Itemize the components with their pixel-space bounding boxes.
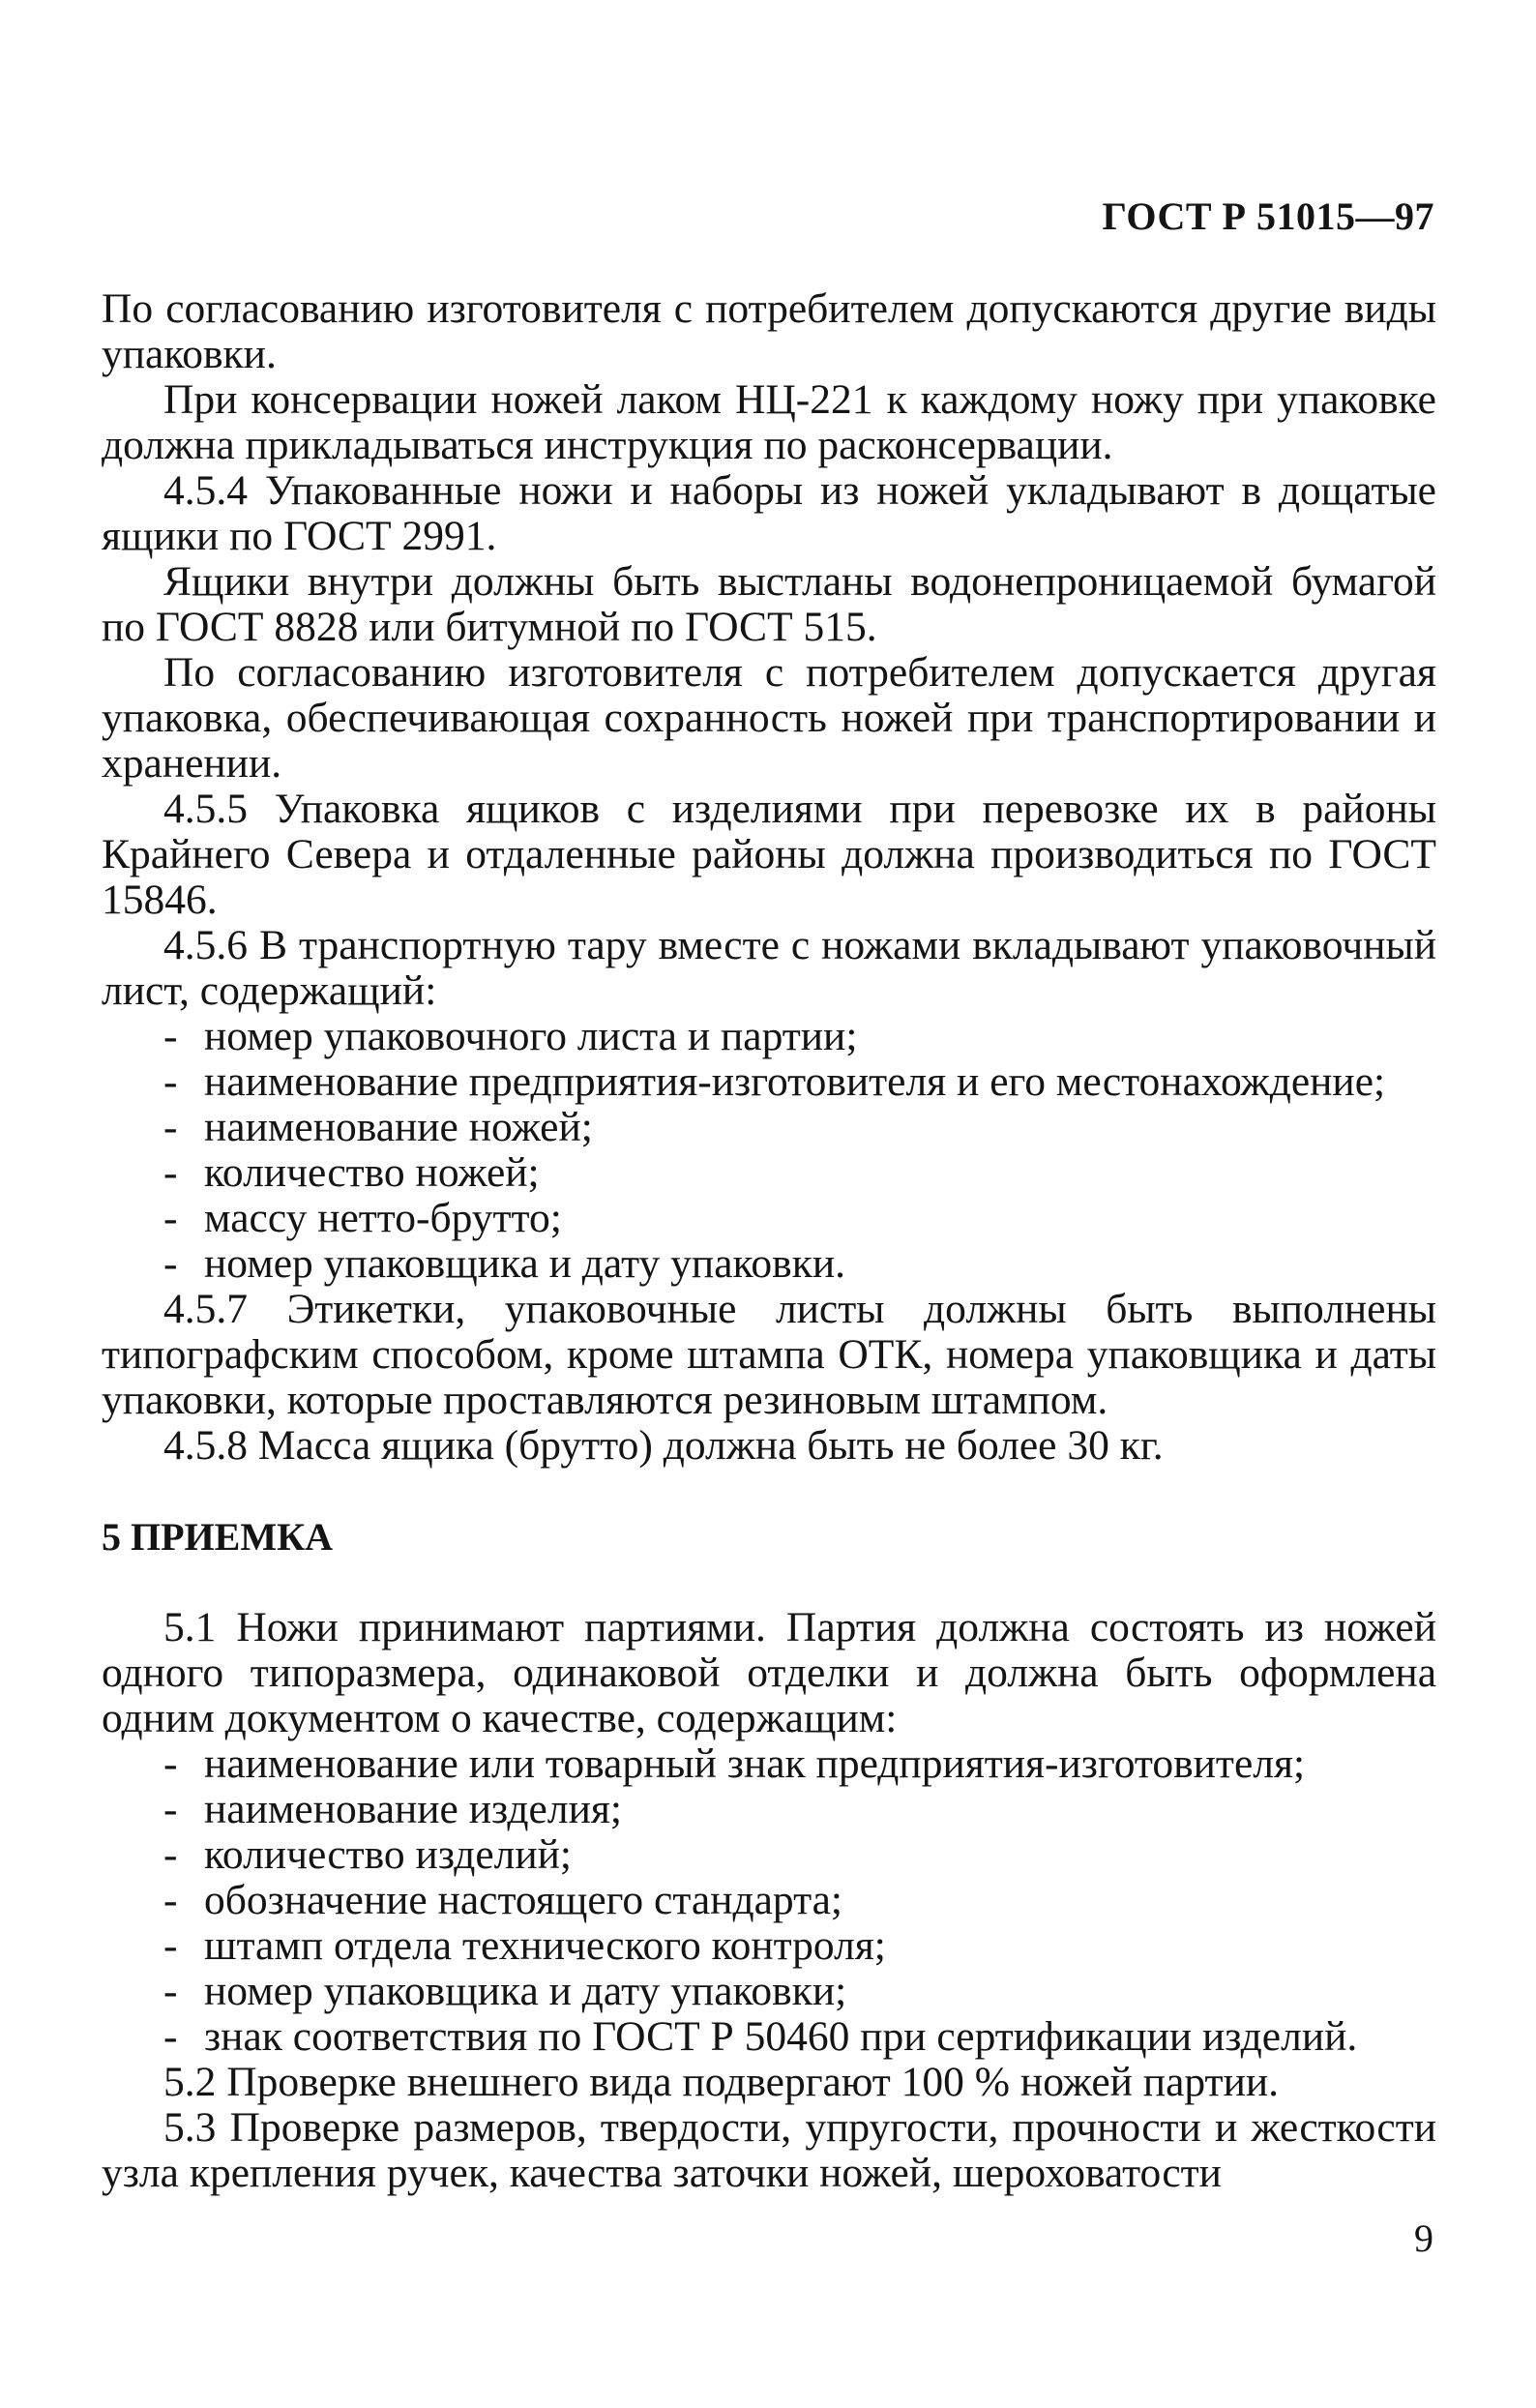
list-dash: - [163,1240,178,1287]
list-item: - номер упаковочного листа и партии; [163,1013,858,1059]
paragraph: 4.5.4 Упакованные ножи и наборы из ножей укладывают в дощатые ящики по ГОСТ 2991. [102,467,1436,559]
list-item: - количество изделий; [163,1831,573,1878]
paragraph: 4.5.8 Масса ящика (брутто) должна быть не более 30 кг. [163,1422,1164,1469]
list-item: - знак соответствия по ГОСТ Р 50460 при сертификации изделий. [163,2013,1358,2060]
list-dash: - [163,1877,178,1923]
list-dash: - [163,1058,178,1105]
list-dash: - [163,1831,178,1878]
list-item: - обозначение настоящего стандарта; [163,1877,843,1923]
list-dash: - [163,1968,178,2014]
list-item: - массу нетто-брутто; [163,1195,562,1241]
list-item: - номер упаковщика и дату упаковки. [163,1240,846,1287]
list-dash: - [163,1740,178,1787]
list-dash: - [163,1922,178,1969]
list-dash: - [163,1104,178,1150]
paragraph: Ящики внутри должны быть выстланы водонепроницаемой бумагой по ГОСТ 8828 или битумной по ГОСТ 515. [102,558,1436,650]
list-dash: - [163,1013,178,1059]
list-dash: - [163,2013,178,2060]
list-item: - наименование ножей; [163,1104,593,1150]
standard-designation: ГОСТ Р 51015—97 [1102,194,1434,238]
paragraph: 5.1 Ножи принимают партиями. Партия должна состоять из ножей одного типоразмера, одинаковой отделки и должна быть оформлена одним документом о качестве, содержащим: [102,1604,1436,1741]
list-item: - наименование изделия; [163,1786,622,1832]
page-number: 9 [1414,2216,1433,2260]
paragraph: 4.5.7 Этикетки, упаковочные листы должны быть выполнены типографским способом, кроме штампа ОТК, номера упаковщика и даты упаковки, которые проставляются резиновым штампом. [102,1286,1436,1423]
paragraph: 5.3 Проверке размеров, твердости, упругости, прочности и жесткости узла крепления ручек, качества заточки ножей, шероховатости [102,2104,1436,2196]
list-dash: - [163,1786,178,1832]
list-item: - штамп отдела технического контроля; [163,1922,886,1969]
paragraph: При консервации ножей лаком НЦ-221 к каждому ножу при упаковке должна прикладываться инструкция по расконсервации. [102,376,1436,468]
packing-list-contents [102,1014,1436,1287]
list-item: - номер упаковщика и дату упаковки; [163,1968,847,2014]
paragraph: По согласованию изготовителя с потребителем допускается другая упаковка, обеспечивающая сохранность ножей при транспортировании и хранении. [102,649,1436,787]
paragraph: 4.5.5 Упаковка ящиков с изделиями при перевозке их в районы Крайнего Севера и отдаленные районы должна производиться по ГОСТ 15846. [102,786,1436,923]
paragraph: 5.2 Проверке внешнего вида подвергают 100 % ножей партии. [163,2059,1280,2105]
list-dash: - [163,1149,178,1196]
list-item: - количество ножей; [163,1149,540,1196]
paragraph: 4.5.6 В транспортную тару вместе с ножами вкладывают упаковочный лист, содержащий: [102,922,1436,1014]
list-item: - наименование или товарный знак предприятия-изготовителя; [163,1740,1306,1787]
quality-document-contents [102,1741,1436,2060]
document-body [102,286,1436,2196]
list-dash: - [163,1195,178,1241]
paragraph: По согласованию изготовителя с потребителем допускаются другие виды упаковки. [102,285,1436,377]
list-item: - наименование предприятия-изготовителя и его местонахождение; [163,1058,1386,1105]
section-heading: 5 ПРИЕМКА [102,1515,333,1559]
